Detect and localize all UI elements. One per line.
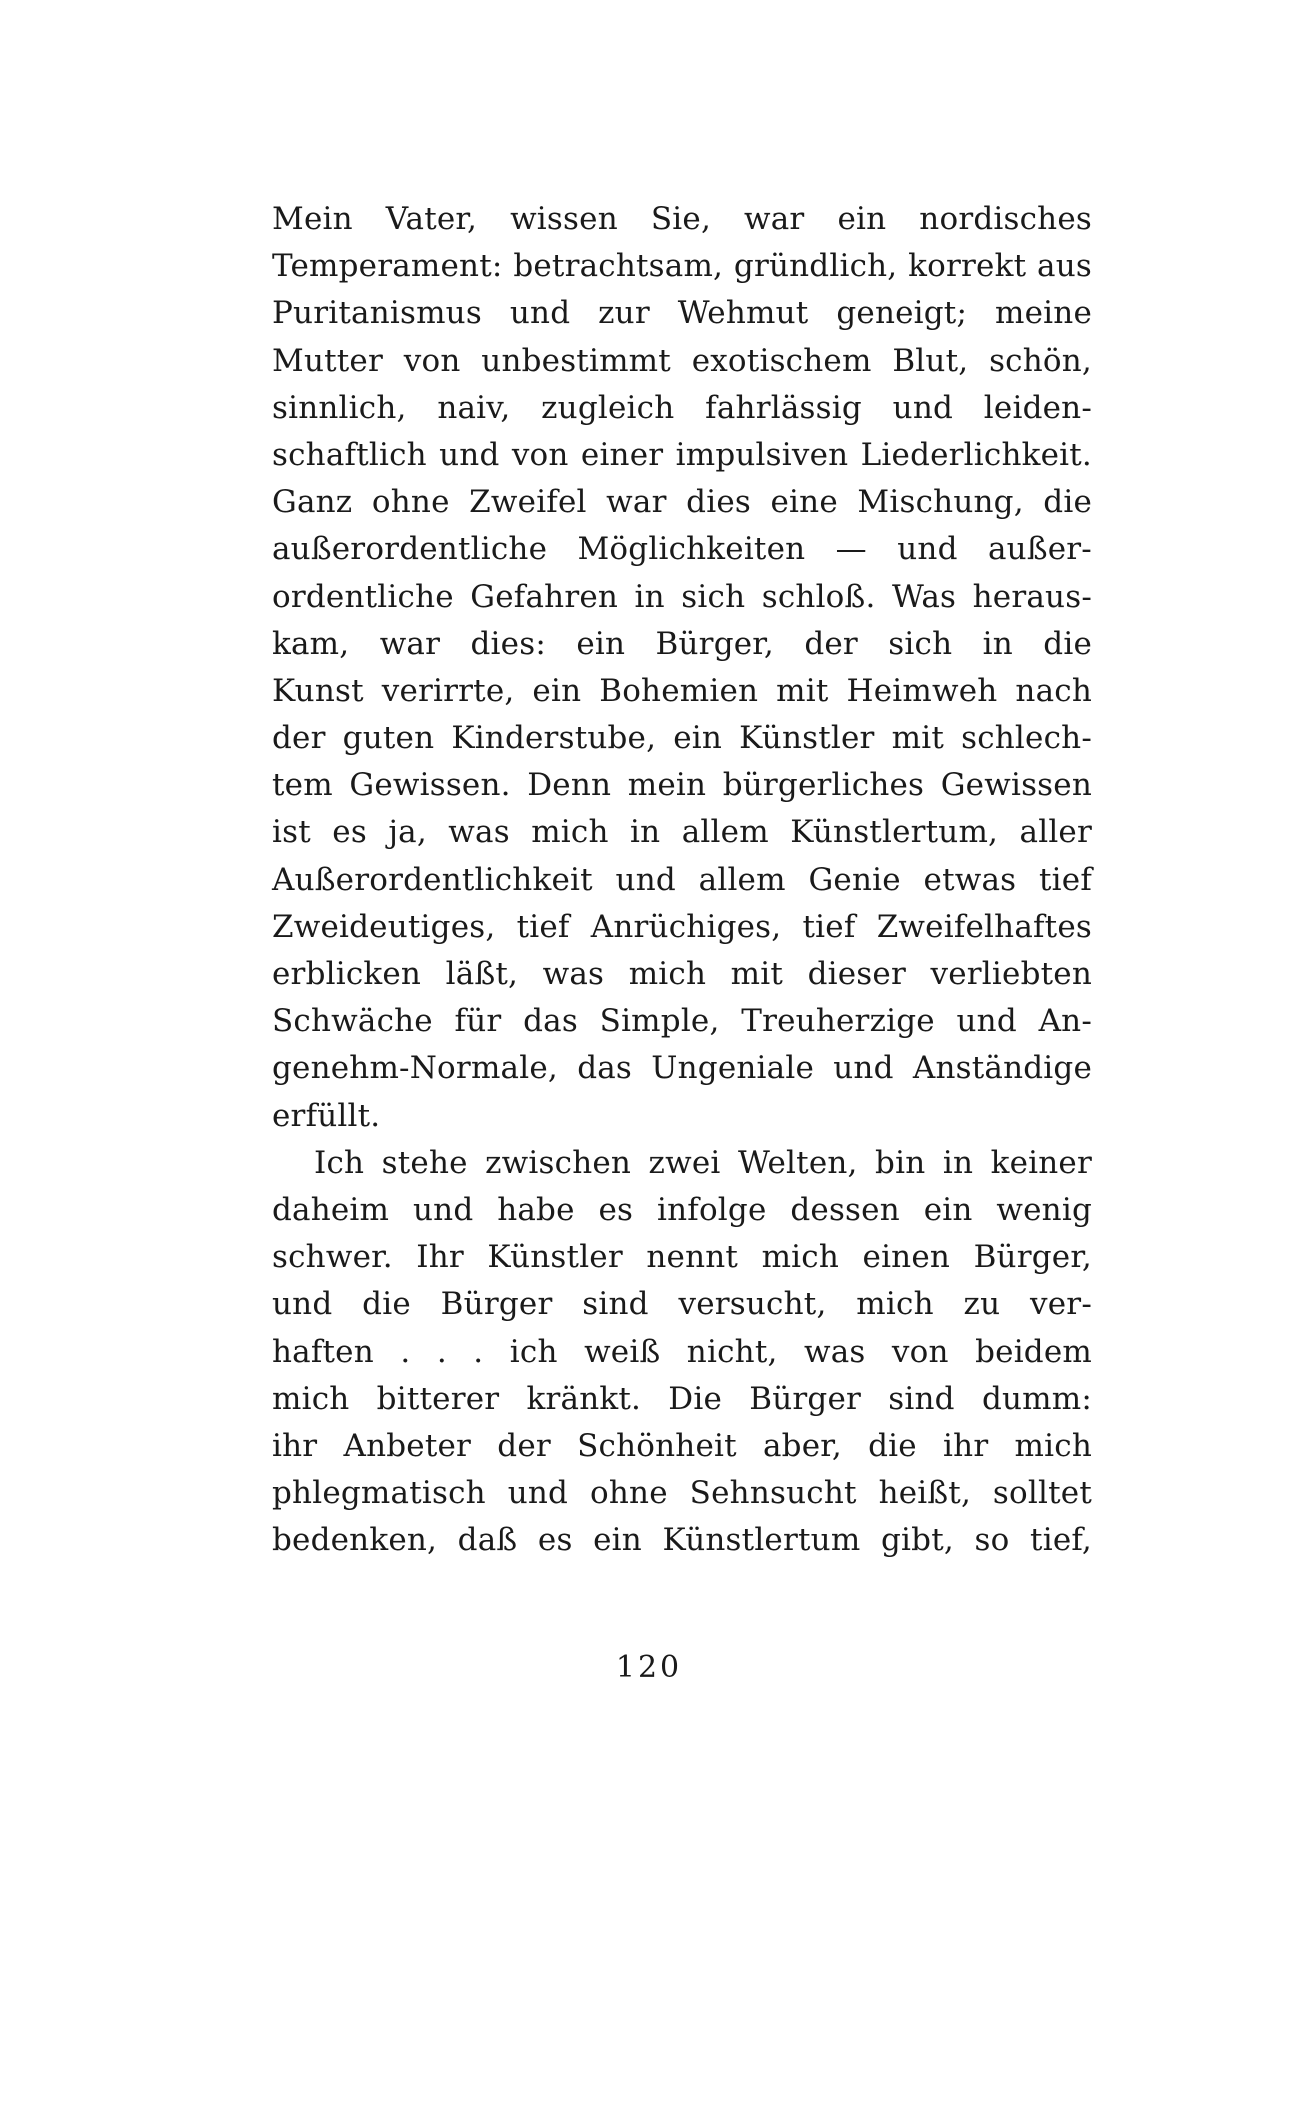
text-line: schaftlich und von einer impulsiven Liederlichkeit. <box>272 436 1092 473</box>
text-line: bedenken, daß es ein Künstlertum gibt, so tief, <box>272 1522 1092 1559</box>
text-line: mich bitterer kränkt. Die Bürger sind dumm: <box>272 1380 1092 1417</box>
text-line: und die Bürger sind versucht, mich zu ver- <box>272 1286 1092 1323</box>
text-line: Ganz ohne Zweifel war dies eine Mischung, die <box>272 484 1092 521</box>
text-line: ist es ja, was mich in allem Künstlertum, aller <box>272 814 1092 851</box>
text-line: ihr Anbeter der Schönheit aber, die ihr mich <box>272 1427 1092 1464</box>
text-line: Kunst verirrte, ein Bohemien mit Heimweh nach <box>272 672 1092 709</box>
body-text <box>272 196 1092 1564</box>
text-line: Außerordentlichkeit und allem Genie etwas tief <box>272 861 1092 898</box>
text-line: Schwäche für das Simple, Treuherzige und An- <box>272 1003 1092 1040</box>
paragraph-1 <box>272 196 1092 1140</box>
text-line: tem Gewissen. Denn mein bürgerliches Gewissen <box>272 767 1092 804</box>
paragraph-2 <box>272 1140 1092 1565</box>
text-line: kam, war dies: ein Bürger, der sich in die <box>272 625 1092 662</box>
text-line: erblicken läßt, was mich mit dieser verliebten <box>272 956 1092 992</box>
text-line: Ich stehe zwischen zwei Welten, bin in keiner <box>314 1144 1092 1181</box>
text-line: außerordentliche Möglichkeiten — und außer- <box>272 531 1092 568</box>
text-line: Temperament: betrachtsam, gründlich, korrekt aus <box>272 248 1092 285</box>
text-line: Zweideutiges, tief Anrüchiges, tief Zweifelhaftes <box>272 908 1092 945</box>
text-line: der guten Kinderstube, ein Künstler mit schlech- <box>272 720 1092 757</box>
text-line: Mein Vater, wissen Sie, war ein nordisches <box>272 201 1092 237</box>
text-line: Mutter von unbestimmt exotischem Blut, schön, <box>272 342 1092 379</box>
text-line: erfüllt. <box>272 1097 381 1134</box>
text-line: sinnlich, naiv, zugleich fahrlässig und leiden- <box>272 389 1092 426</box>
text-line: genehm-Normale, das Ungeniale und Anständige <box>272 1050 1092 1087</box>
text-line: Puritanismus und zur Wehmut geneigt; meine <box>272 295 1092 332</box>
page-number: 120 <box>615 1650 683 1685</box>
text-line: phlegmatisch und ohne Sehnsucht heißt, solltet <box>272 1475 1092 1512</box>
text-line: schwer. Ihr Künstler nennt mich einen Bürger, <box>272 1239 1092 1276</box>
text-line: ordentliche Gefahren in sich schloß. Was heraus- <box>272 578 1092 615</box>
text-line: haften . . . ich weiß nicht, was von beidem <box>272 1333 1092 1370</box>
text-line: daheim und habe es infolge dessen ein wenig <box>272 1191 1092 1228</box>
